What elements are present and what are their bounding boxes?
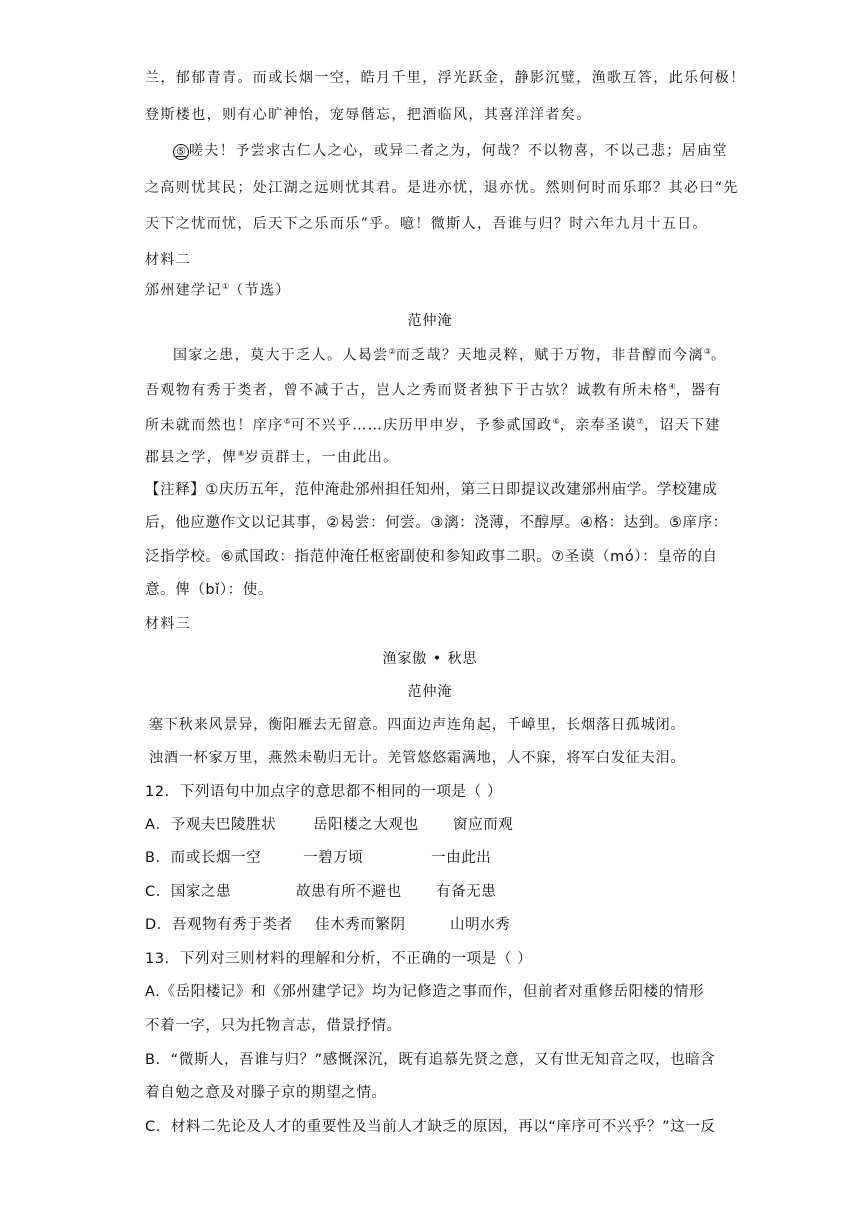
- footnote-mark: ④: [668, 382, 676, 391]
- passage-paragraph-5: [173, 141, 728, 161]
- question-12-option-a[interactable]: [145, 815, 513, 835]
- passage-line: 天下之忧而忧，后天下之乐而乐”乎。噫！微斯人，吾谁与归？时六年九月十五日。: [145, 216, 708, 232]
- option-text: 山明水秀: [450, 917, 511, 933]
- passage-line: 登斯楼也，则有心旷神怡，宠辱偕忘，把酒临风，其喜洋洋者矣。: [145, 107, 592, 123]
- footnote-mark: ①: [222, 282, 230, 291]
- poem-line: 浊酒一杯家万里，燕然未勒归无计。羌管悠悠霜满地，人不寐，将军白发征夫泪。: [149, 750, 686, 766]
- passage-line: 兰，郁郁青青。而或长烟一空，皓月千里，浮光跃金，静影沉璧，渔歌互答，此乐何极！: [145, 70, 746, 86]
- footnote-mark: ②: [388, 347, 396, 356]
- notes-line: 泛指学校。⑥贰国政：指范仲淹任枢密副使和参知政事二职。⑦圣谟（mó）：皇帝的自: [145, 549, 718, 565]
- option-text: C．国家之患: [145, 884, 232, 900]
- option-text: 窗应而观: [453, 817, 514, 833]
- footnote-mark: ⑥: [552, 417, 560, 426]
- poem-line: 塞下秋来风景异，衡阳雁去无留意。四面边声连角起，千嶂里，长烟落日孤城闭。: [149, 717, 686, 733]
- material2-line: [145, 412, 721, 436]
- material2-title: [145, 277, 291, 301]
- footnote-mark: ⑤: [283, 417, 291, 426]
- title-suffix: （节选）: [229, 282, 291, 299]
- footnote-mark: ③: [703, 347, 711, 356]
- option-text: 佳木秀而繁阴: [315, 917, 406, 933]
- text: 。: [710, 347, 727, 364]
- text: 可不兴乎……庆历甲申岁，予参贰国政: [290, 417, 553, 434]
- material2-line: [145, 377, 722, 401]
- material2-heading: 材料二: [145, 252, 192, 268]
- text: ，诏天下建: [643, 417, 721, 434]
- notes-line: 意。俾（bǐ）：使。: [145, 582, 273, 598]
- question-13-option-a-cont: 不着一字，只为托物言志，借景抒情。: [145, 1018, 402, 1034]
- material3-heading: 材料三: [145, 616, 192, 632]
- option-text: A．予观夫巴陵胜状: [145, 817, 277, 833]
- passage-text: 嗟夫！予尝求古仁人之心，或异二者之为，何哉？不以物喜，不以己悲；居庙堂: [189, 143, 728, 159]
- text: ，器有: [675, 382, 722, 399]
- text: 所未就而然也！庠序: [145, 417, 284, 434]
- material3-author: 范仲淹: [407, 684, 453, 700]
- question-12-option-d[interactable]: [145, 915, 510, 935]
- notes-line: 【注释】①庆历五年，范仲淹赴邠州担任知州，第三日即提议改建邠州庙学。学校建成: [145, 482, 718, 498]
- passage-line: 之高则忧其民；处江湖之远则忧其君。是进亦忧，退亦忧。然则何时而乐耶？其必曰“先: [145, 180, 739, 196]
- question-13-stem: 13．下列对三则材料的理解和分析，不正确的一项是（ ）: [145, 951, 533, 967]
- material2-line: [173, 342, 726, 366]
- option-text: B．而或长烟一空: [145, 850, 262, 866]
- footnote-mark: ⑧: [237, 449, 245, 458]
- question-13-option-b-cont: 着自勉之意及对滕子京的期望之情。: [145, 1085, 387, 1101]
- material3-title: 渔家傲 • 秋思: [382, 651, 478, 667]
- title-text: 邠州建学记: [145, 282, 222, 299]
- paragraph-number: ⑤: [173, 144, 189, 160]
- footnote-mark: ⑦: [636, 417, 644, 426]
- text: 而乏哉？天地灵粹，赋于万物，非昔醇而今漓: [395, 347, 704, 364]
- option-text: 一由此出: [431, 850, 492, 866]
- text: ，亲奉圣谟: [559, 417, 637, 434]
- question-13-option-a[interactable]: A.《岳阳楼记》和《邠州建学记》均为记修造之事而作，但前者对重修岳阳楼的情形: [145, 984, 705, 1000]
- option-text: D．吾观物有秀于类者: [145, 917, 293, 933]
- text: 国家之患，莫大于乏人。人曷尝: [173, 347, 389, 364]
- text: 吾观物有秀于类者，曾不减于古，岂人之秀而贤者独下于古欤？诚教有所未格: [145, 382, 669, 399]
- option-text: 一碧万顷: [303, 850, 364, 866]
- material2-author: 范仲淹: [407, 313, 453, 329]
- option-text: 故患有所不避也: [296, 884, 402, 900]
- option-text: 岳阳楼之大观也: [313, 817, 419, 833]
- question-13-option-b[interactable]: B．“微斯人，吾谁与归？”感慨深沉，既有追慕先贤之意，又有世无知音之叹，也暗含: [145, 1052, 716, 1068]
- option-text: 有备无患: [436, 884, 497, 900]
- question-12-stem: 12．下列语句中加点字的意思都不相同的一项是（ ）: [145, 784, 503, 800]
- text: 岁贡群士，一由此出。: [244, 449, 399, 466]
- text: 郡县之学，俾: [145, 449, 238, 466]
- question-12-option-b[interactable]: [145, 848, 491, 868]
- material2-line: [145, 444, 399, 468]
- notes-line: 后，他应邀作文以记其事，②曷尝：何尝。③漓：浇薄，不醇厚。④格：达到。⑤庠序：: [145, 515, 728, 531]
- question-13-option-c[interactable]: C．材料二先论及人才的重要性及当前人才缺乏的原因，再以“庠序可不兴乎？”这一反: [145, 1119, 716, 1135]
- question-12-option-c[interactable]: [145, 882, 496, 902]
